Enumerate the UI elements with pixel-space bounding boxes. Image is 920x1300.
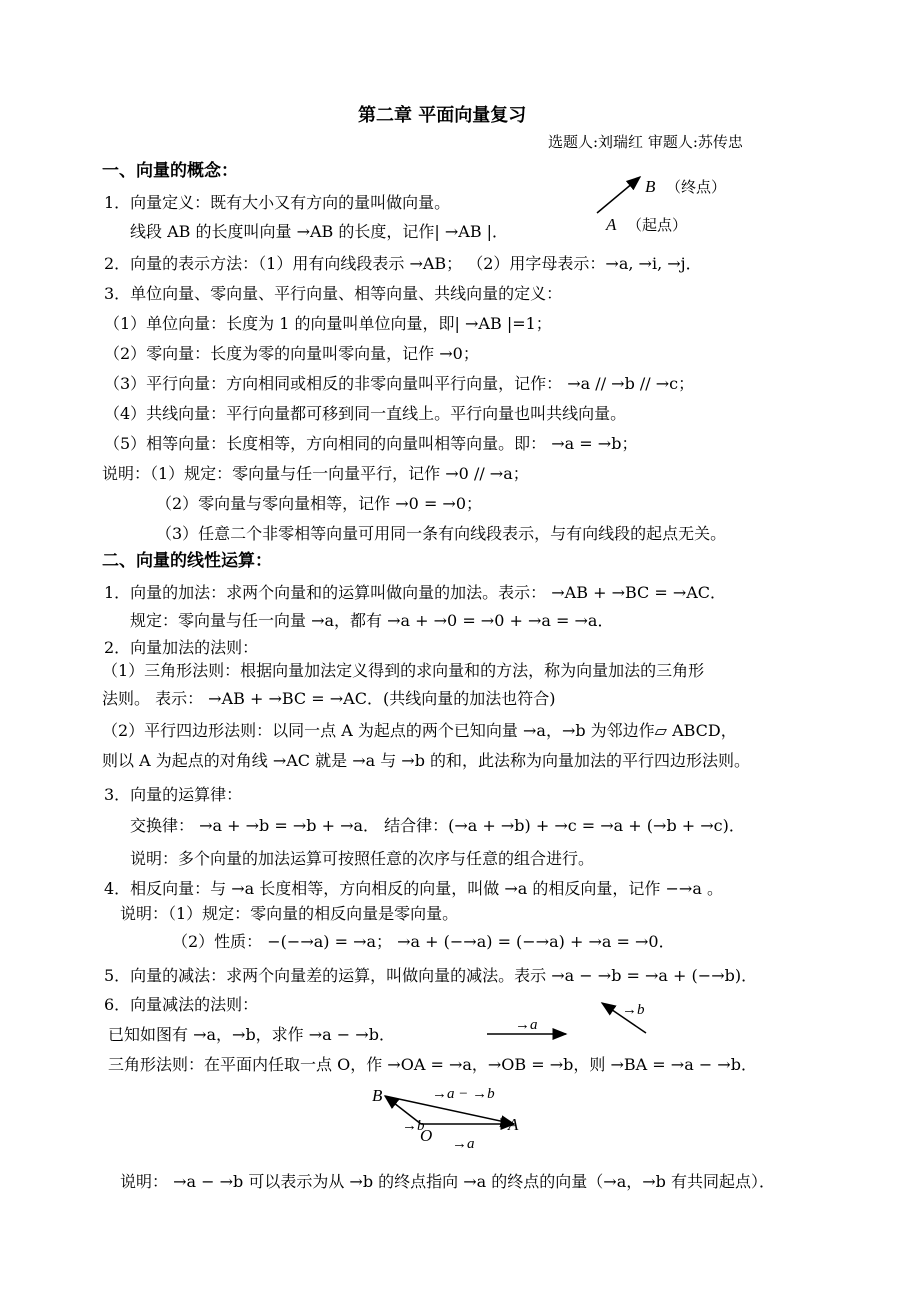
text-line: 1．向量定义：既有大小又有方向的量叫做向量。	[104, 193, 451, 212]
label-b-note: （终点）	[666, 180, 727, 196]
text-line: 5．向量的减法：求两个向量差的运算，叫做向量的减法。表示 →a − →b = →a + (−→b)．	[104, 966, 758, 985]
text-line: 规定：零向量与任一向量 →a，都有 →a + →0 = →0 + →a = →a．	[130, 611, 614, 630]
label-vec-b: →b	[622, 1002, 645, 1018]
text-line: 4．相反向量：与 →a 长度相等，方向相反的向量，叫做 →a 的相反向量，记作 −→a 。	[104, 879, 723, 898]
label-a-minus-b: →a − →b	[432, 1086, 495, 1102]
text-line: 法则。 表示： →AB + →BC = →AC．(共线向量的加法也符合)	[102, 689, 556, 708]
section-heading-concepts: 一、向量的概念：	[102, 161, 238, 181]
text-line: 3．向量的运算律：	[104, 785, 243, 804]
section-heading-linear-ops: 二、向量的线性运算：	[102, 551, 272, 571]
point-o-label: O	[420, 1126, 433, 1145]
text-line: 交换律： →a + →b = →b + →a． 结合律：(→a + →b) + →c = →a + (→b + →c)．	[130, 816, 745, 835]
byline: 选题人:刘瑞红 审题人:苏传忠	[548, 133, 743, 151]
label-b: B	[645, 177, 656, 196]
label-a: A	[606, 215, 617, 234]
label-b-side: →b	[402, 1118, 425, 1134]
label-vec-a: →a	[515, 1017, 538, 1033]
text-line: （2）平行四边形法则：以同一点 A 为起点的两个已知向量 →a，→b 为邻边作▱ ABCD，	[102, 721, 737, 740]
text-line: 2．向量的表示方法：（1）用有向线段表示 →AB； （2）用字母表示：→a, →i, →j．	[104, 254, 702, 273]
text-line: 3．单位向量、零向量、平行向量、相等向量、共线向量的定义：	[104, 284, 563, 303]
text-line: 6．向量减法的法则：	[104, 995, 259, 1014]
text-line: （2）零向量：长度为零的向量叫零向量，记作 →0；	[104, 344, 479, 363]
text-line: 说明：多个向量的加法运算可按照任意的次序与任意的组合进行。	[130, 849, 595, 868]
text-line: （2）零向量与零向量相等，记作 →0 = →0；	[156, 494, 483, 513]
text-line: （1）单位向量：长度为 1 的向量叫单位向量，即| →AB |=1；	[104, 314, 552, 333]
text-line: 1．向量的加法：求两个向量和的运算叫做向量的加法。表示： →AB + →BC = →AC．	[104, 583, 727, 602]
text-line: 则以 A 为起点的对角线 →AC 就是 →a 与 →b 的和，此法称为向量加法的平行四边形法则。	[102, 751, 751, 770]
text-line: （4）共线向量：平行向量都可移到同一直线上。平行向量也叫共线向量。	[104, 404, 627, 423]
text-line: 三角形法则：在平面内任取一点 O，作 →OA = →a，→OB = →b，则 →BA = →a − →b．	[108, 1055, 757, 1074]
text-line: 2．向量加法的法则：	[104, 638, 259, 657]
text-line: （5）相等向量：长度相等，方向相同的向量叫相等向量。即： →a = →b；	[104, 434, 638, 453]
text-line: 线段 AB 的长度叫向量 →AB 的长度，记作| →AB |．	[130, 222, 509, 241]
text-line: 已知如图有 →a，→b，求作 →a − →b．	[108, 1025, 395, 1044]
label-a-note: （起点）	[627, 218, 688, 234]
point-a-label: A	[508, 1115, 519, 1134]
point-b-label: B	[372, 1086, 383, 1105]
label-a-bottom: →a	[452, 1136, 475, 1152]
text-line: （2）性质： −(−→a) = →a； →a + (−→a) = (−→a) + →a = →0．	[172, 932, 675, 951]
page-title: 第二章 平面向量复习	[358, 105, 527, 126]
text-line: （1）三角形法则：根据向量加法定义得到的求向量和的方法，称为向量加法的三角形	[102, 661, 705, 680]
text-line: （3）任意二个非零相等向量可用同一条有向线段表示，与有向线段的起点无关。	[156, 524, 727, 543]
text-line: 说明：（1）规定：零向量与任一向量平行，记作 →0 // →a；	[102, 464, 529, 483]
text-line: （3）平行向量：方向相同或相反的非零向量叫平行向量，记作： →a // →b // →c；	[104, 374, 695, 393]
text-line: 说明：（1）规定：零向量的相反向量是零向量。	[120, 904, 459, 923]
text-line: 说明： →a − →b 可以表示为从 →b 的终点指向 →a 的终点的向量（→a，→b 有共同起点）．	[120, 1172, 775, 1191]
